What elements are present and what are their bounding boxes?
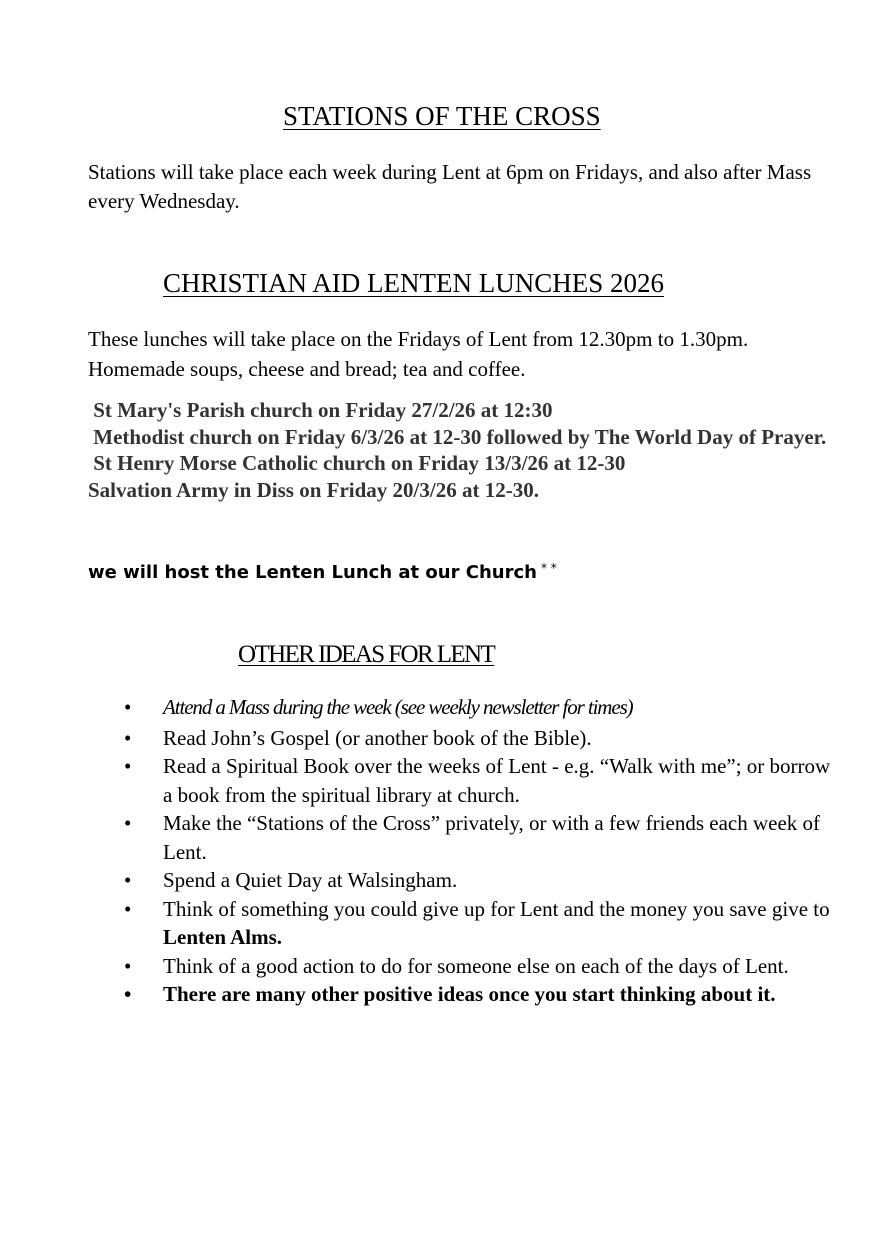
idea-text: Think of something you could give up for Lent and the money you save give to	[163, 896, 830, 921]
idea-text: There are many other positive ideas once you start thinking about it.	[163, 982, 776, 1006]
idea-text: Attend a Mass during the week (see weekly newsletter for times)	[163, 695, 633, 719]
list-item	[0, 809, 831, 866]
lunch-event: St Mary's Parish church on Friday 27/2/26 at 12:30	[88, 398, 553, 422]
list-item	[0, 724, 831, 753]
lunch-event: St Henry Morse Catholic church on Friday 13/3/26 at 12-30	[88, 451, 626, 475]
stations-title: STATIONS OF THE CROSS	[283, 101, 601, 131]
lenten-alms-label: Lenten Alms.	[163, 925, 283, 949]
bullet-icon: •	[124, 953, 132, 978]
bullet-icon: •	[124, 811, 132, 835]
lunch-event: Salvation Army in Diss on Friday 20/3/26 at 12-30.	[88, 477, 539, 502]
lunches-title: CHRISTIAN AID LENTEN LUNCHES 2026	[163, 268, 664, 298]
list-item	[0, 693, 831, 722]
idea-text: Think of a good action to do for someone else on each of the days of Lent.	[163, 953, 789, 978]
idea-text: Read John’s Gospel (or another book of the Bible).	[163, 725, 592, 750]
host-note-text: we will host the Lenten Lunch at our Church	[88, 562, 537, 583]
list-item	[0, 866, 831, 895]
lunch-event: Methodist church on Friday 6/3/26 at 12-30 followed by The World Day of Prayer.	[88, 424, 827, 449]
lunches-text: These lunches will take place on the Fridays of Lent from 12.30pm to 1.30pm. Homemade soups, cheese and bread; tea and coffee.	[88, 327, 749, 381]
idea-text: Spend a Quiet Day at Walsingham.	[163, 868, 458, 892]
list-item	[0, 952, 831, 981]
idea-text: Make the “Stations of the Cross” privately, or with a few friends each week of Lent.	[163, 811, 821, 864]
stations-text: Stations will take place each week during Lent at 6pm on Fridays, and also after Mass every Wednesday.	[88, 160, 812, 213]
list-item	[0, 752, 831, 809]
bullet-icon: •	[124, 982, 132, 1006]
list-item	[0, 980, 831, 1008]
lunch-events-list	[88, 397, 833, 503]
ideas-title: OTHER IDEAS FOR LENT	[238, 641, 495, 668]
host-note-marks: * *	[540, 561, 557, 575]
bullet-icon: •	[124, 725, 132, 750]
bullet-icon: •	[124, 896, 132, 921]
list-item	[0, 895, 831, 952]
bullet-icon: •	[124, 695, 132, 719]
bullet-icon: •	[124, 754, 132, 778]
bullet-icon: •	[124, 868, 132, 892]
idea-text: Read a Spiritual Book over the weeks of Lent - e.g. “Walk with me”; or borrow a book from the spiritual library at church.	[163, 754, 831, 807]
ideas-list	[0, 693, 876, 1008]
host-note	[88, 561, 557, 583]
